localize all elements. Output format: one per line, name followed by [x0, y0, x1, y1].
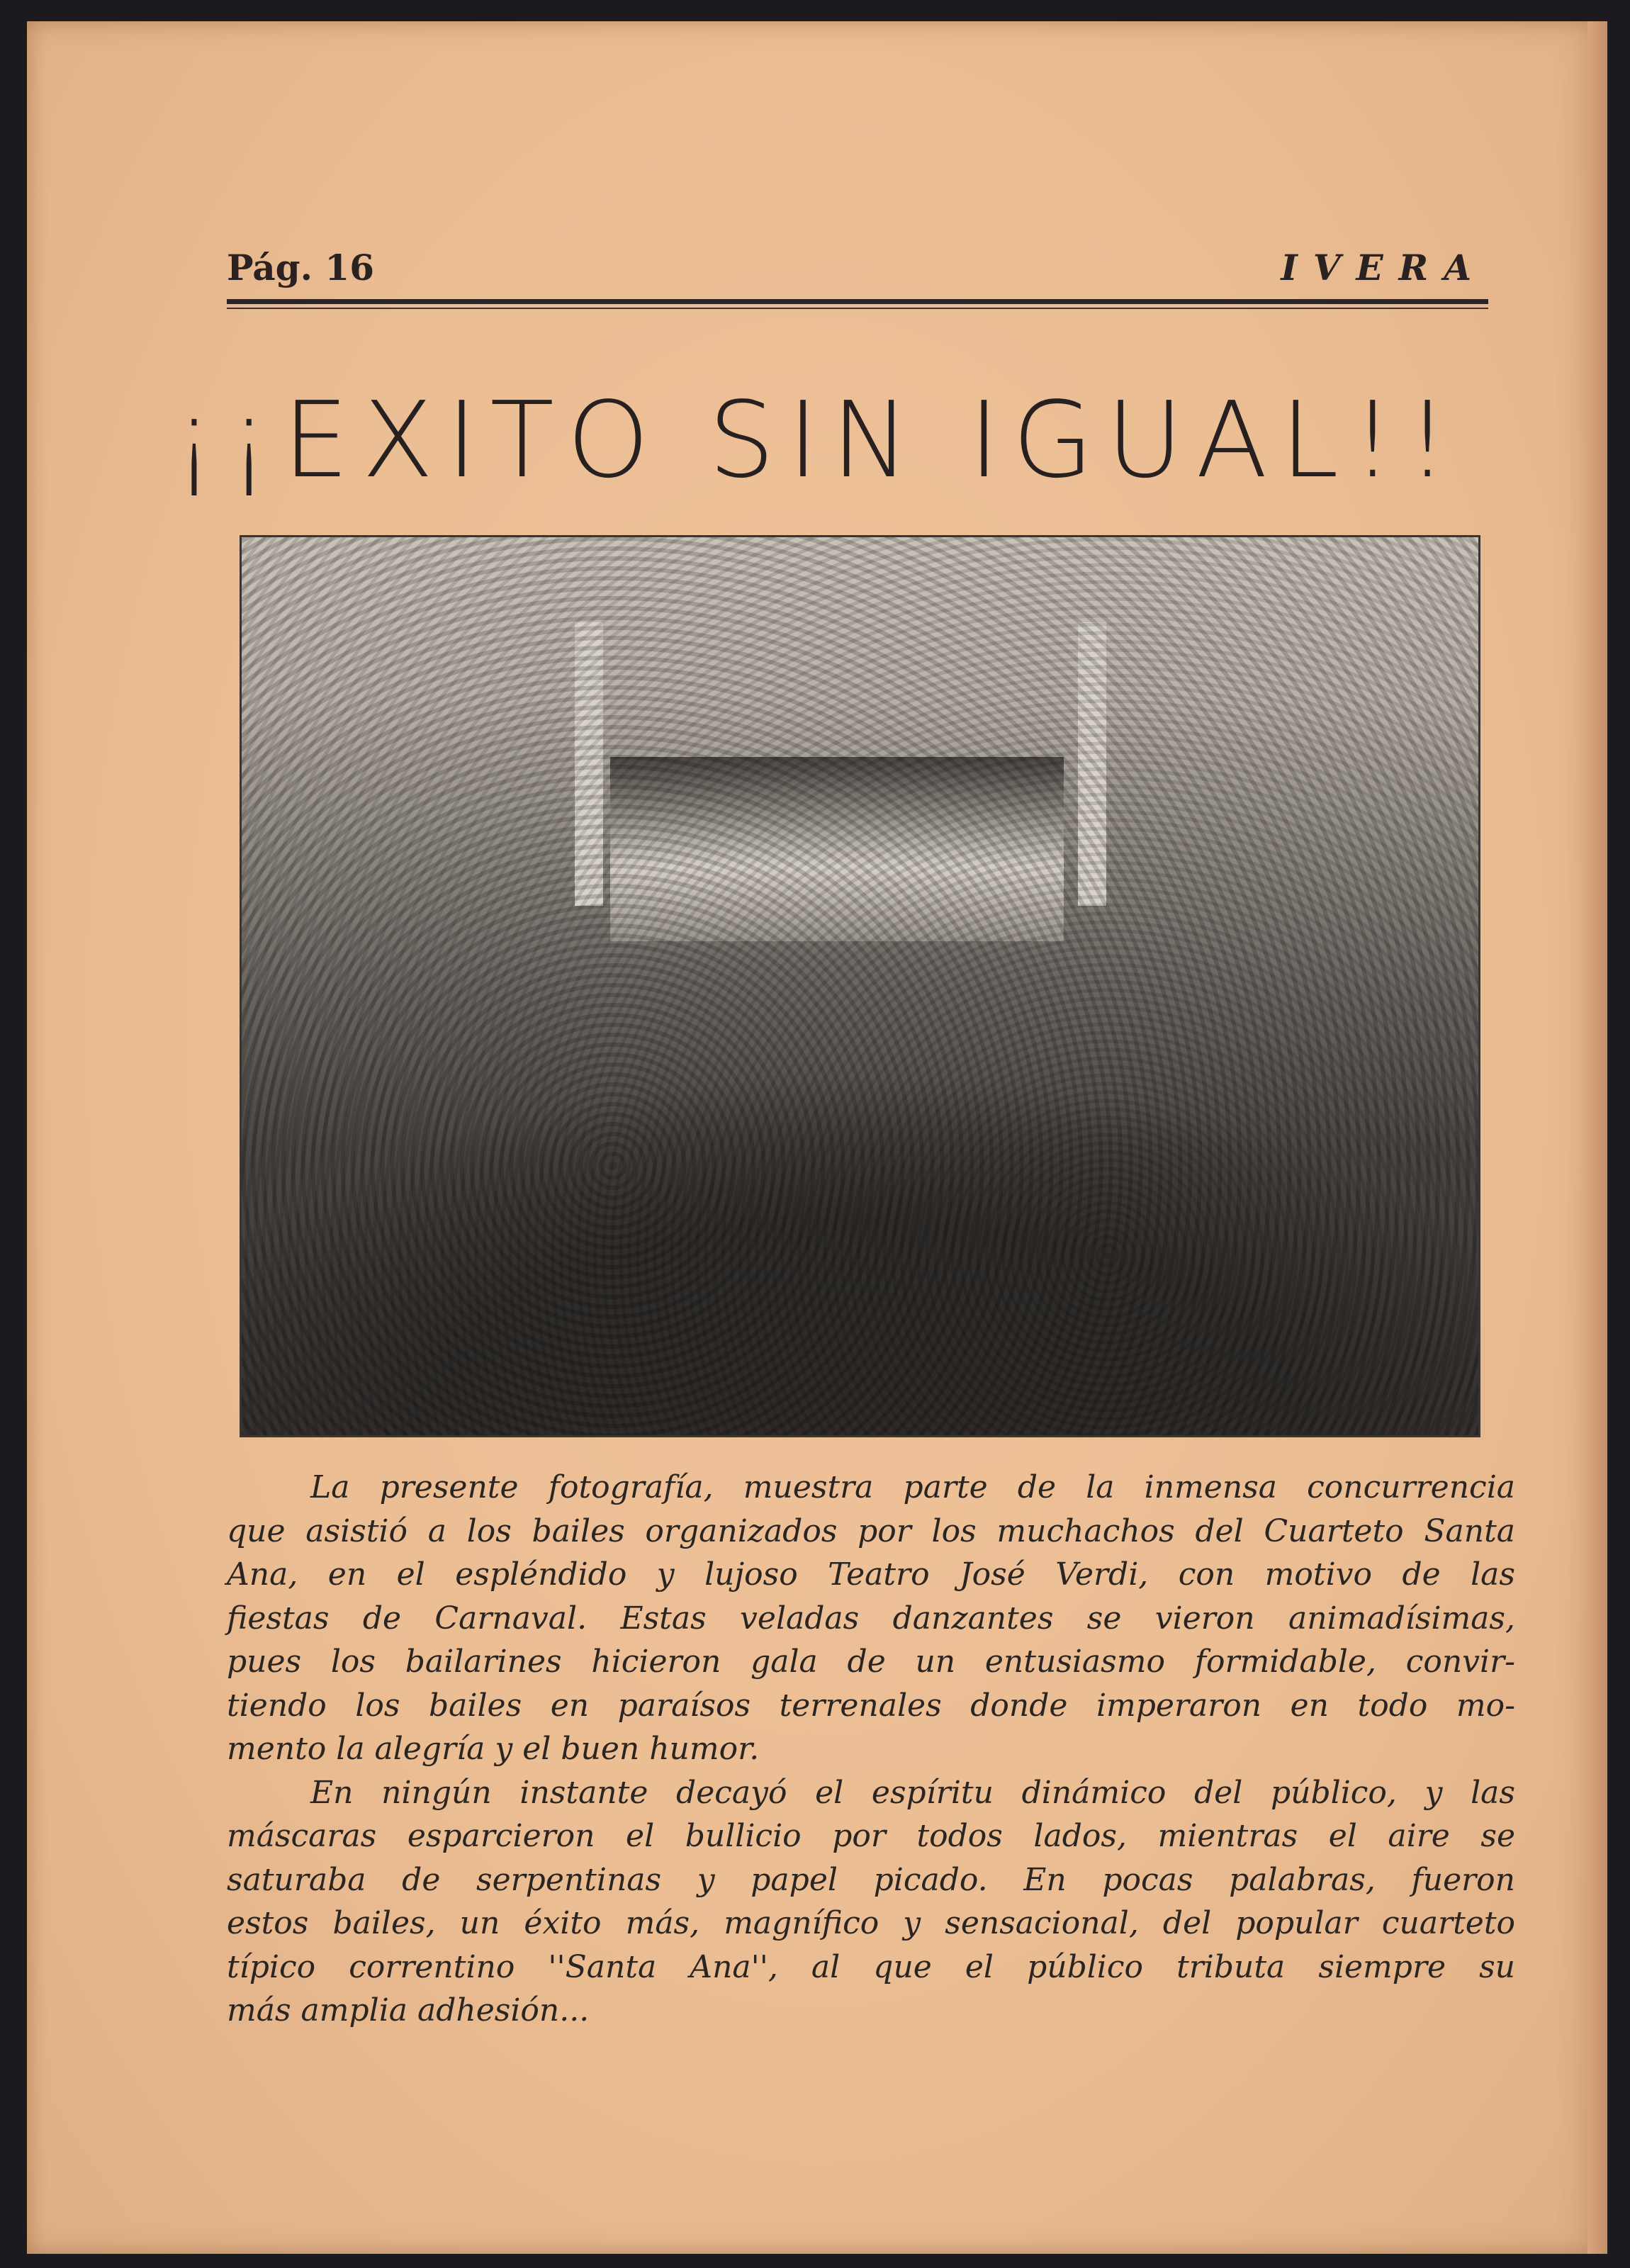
page-number: Pág. 16	[227, 247, 375, 288]
magazine-name: IVERA	[1281, 247, 1487, 288]
article-title: ¡¡EXITO SIN IGUAL!!	[173, 379, 1461, 501]
paragraph	[227, 1466, 1515, 1771]
text-line: La presente fotografía, muestra parte de la inmensa concurrencia	[310, 1469, 1515, 1505]
text-line: típico correntino ''Santa Ana'', al que el público tributa siempre su	[227, 1948, 1515, 1985]
paragraph	[227, 1771, 1515, 2033]
crowd-texture	[242, 537, 1478, 1435]
text-line: pues los bailarines hicieron gala de un entusiasmo formidable, convir-	[227, 1644, 1515, 1680]
text-line: En ningún instante decayó el espíritu dinámico del público, y las	[310, 1774, 1515, 1811]
text-line: Ana, en el espléndido y lujoso Teatro José Verdi, con motivo de las	[227, 1556, 1515, 1593]
article-body	[227, 1466, 1515, 2033]
text-line: tiendo los bailes en paraísos terrenales donde imperaron en todo mo-	[227, 1687, 1515, 1724]
crowd-photograph	[240, 535, 1480, 1437]
text-line: máscaras esparcieron el bullicio por todos lados, mientras el aire se	[227, 1818, 1515, 1854]
header-rule	[227, 299, 1488, 304]
text-line: estos bailes, un éxito más, magnífico y sensacional, del popular cuarteto	[227, 1905, 1515, 1941]
magazine-page	[27, 21, 1607, 2254]
text-line: que asistió a los bailes organizados por los muchachos del Cuarteto Santa	[227, 1512, 1515, 1549]
text-line: más amplia adhesión...	[227, 1992, 590, 2028]
text-line: mento la alegría y el buen humor.	[227, 1731, 760, 1767]
header-rule-thin	[227, 308, 1488, 309]
text-line: fiestas de Carnaval. Estas veladas danzantes se vieron animadísimas,	[227, 1600, 1515, 1637]
text-line: saturaba de serpentinas y papel picado. En pocas palabras, fueron	[227, 1861, 1515, 1898]
page-edge	[1587, 21, 1607, 2254]
